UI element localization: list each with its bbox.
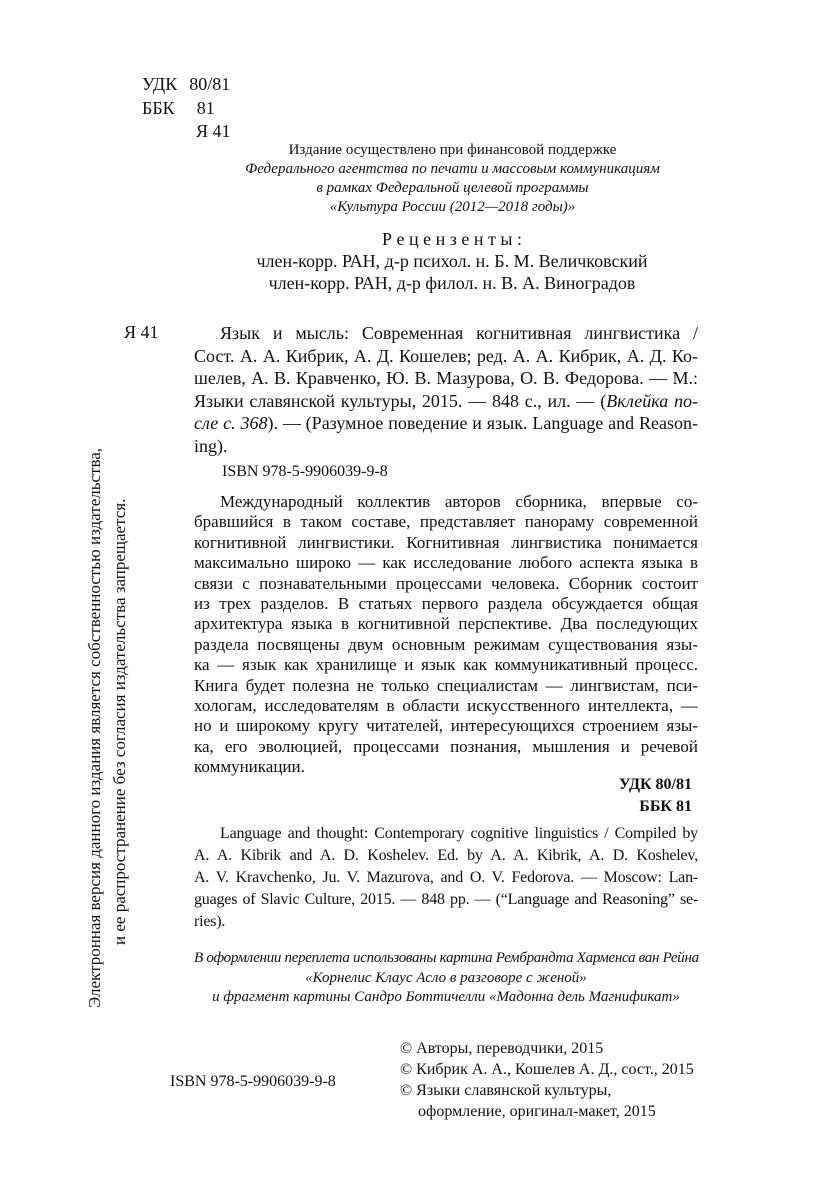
side-notice-line-2: и ее распространение без согласия издательства запрещается.	[110, 498, 129, 945]
english-line: guages of Slavic Culture, 2015. — 848 pp. — (“Language and Reasoning” se-	[194, 891, 698, 908]
funding-line-3: в рамках Федеральной целевой программы	[316, 180, 589, 196]
annotation-line: архитектура языка в когнитивной перспективе. Два последующих	[194, 614, 698, 634]
copyright-line: оформление, оригинал-макет, 2015	[418, 1103, 656, 1120]
bbk-line	[142, 98, 215, 119]
biblio-line-1: Язык и мысль: Современная когнитивная лингвистика /	[220, 323, 698, 343]
author-sign: Я 41	[196, 121, 231, 141]
funding-line-4: «Культура России (2012—2018 годы)»	[329, 199, 576, 215]
annotation-line: но и широкому кругу читателей, интересующихся строением язы-	[194, 716, 698, 736]
english-line: A. A. Kibrik and A. D. Koshelev. Ed. by A. A. Kibrik, A. D. Koshelev,	[194, 847, 698, 864]
copyright-block	[400, 1038, 694, 1122]
copyright-line: © Кибрик А. А., Кошелев А. Д., сост., 2015	[400, 1061, 694, 1078]
biblio-sign: Я 41	[124, 322, 159, 342]
annotation-line: бравшийся в таком составе, представляет панораму современной	[194, 512, 698, 532]
annotation-line: когнитивной лингвистики. Когнитивная лингвистика понимается	[194, 532, 698, 552]
reviewer-1: член-корр. РАН, д-р психол. н. Б. М. Величковский	[256, 251, 648, 271]
annotation	[194, 492, 698, 778]
annotation-line: ка — язык как хранилище и язык как коммуникативный процесс.	[194, 655, 698, 675]
reviewers	[222, 228, 682, 294]
annotation-line: Книга будет полезна не только специалистам — лингвистам, пси-	[194, 675, 698, 695]
annotation-line: коммуникации.	[194, 757, 305, 777]
biblio-description	[194, 322, 698, 457]
biblio-line-5: сле с. 368). — (Разумное поведение и язык. Language and Reason-	[194, 413, 699, 433]
annotation-line: раздела посвящены двум основным режимам существования язы-	[194, 634, 698, 654]
copyright-line: © Языки славянской культуры,	[400, 1082, 612, 1099]
funding-line-1: Издание осуществлено при финансовой поддержке	[288, 142, 617, 158]
side-notice-line-1: Электронная версия данного издания является собственностью издательства,	[85, 447, 104, 1008]
annotation-line: Международный коллектив авторов сборника, впервые со-	[220, 492, 698, 511]
cover-note-line-2: «Корнелис Клаус Асло в разговоре с женой»	[305, 969, 587, 986]
annotation-bbk: ББК 81	[639, 798, 692, 815]
biblio-line-6: ing).	[194, 435, 228, 456]
cover-note-line-3: и фрагмент картины Сандро Боттичелли «Мадонна дель Магнификат»	[212, 989, 680, 1005]
reviewers-heading: Р е ц е н з е н т ы :	[382, 229, 522, 249]
bottom-isbn: ISBN 978-5-9906039-9-8	[170, 1073, 336, 1090]
annotation-line: из трех разделов. В статьях первого раздела обсуждается общая	[194, 594, 698, 614]
udk-label: УДК	[142, 74, 178, 94]
funding-line-2: Федерального агентства по печати и массовым коммуникациям	[245, 161, 660, 177]
biblio-isbn: ISBN 978-5-9906039-9-8	[222, 463, 388, 480]
udk-line	[142, 74, 230, 95]
funding-note	[230, 141, 675, 217]
biblio-line-4: Языки славянской культуры, 2015. — 848 с., ил. — (Вклейка по-	[194, 390, 699, 411]
cover-note	[194, 949, 698, 1008]
english-line: A. V. Kravchenko, Ju. V. Mazurova, and O. V. Fedorova. — Moscow: Lan-	[194, 869, 698, 886]
annotation-line: максимально широко — как исследование любого аспекта языка в	[194, 553, 698, 573]
annotation-line: хологам, исследователям в области искусственного интеллекта, —	[194, 696, 698, 716]
annotation-line: ка, его эволюцией, процессами познания, мышления и речевой	[194, 736, 698, 756]
cover-note-line-1: В оформлении переплета использованы картина Рембрандта Харменса ван Рейна	[194, 950, 699, 966]
english-description	[194, 823, 698, 933]
english-line: ries).	[194, 913, 226, 930]
copyright-line: © Авторы, переводчики, 2015	[400, 1040, 604, 1057]
english-line: Language and thought: Contemporary cognitive linguistics / Compiled by	[220, 825, 698, 842]
bbk-label: ББК	[142, 98, 175, 118]
udk-value: 80/81	[189, 74, 231, 94]
annotation-udk: УДК 80/81	[618, 776, 692, 793]
annotation-line: связи с познавательными процессами человека. Сборник состоит	[194, 573, 698, 593]
bbk-value: 81	[196, 98, 215, 118]
biblio-line-3: шелев, А. В. Кравченко, Ю. В. Мазурова, О. В. Федорова. — М.:	[194, 368, 698, 388]
biblio-line-2: Сост. А. А. Кибрик, А. Д. Кошелев; ред. А. А. Кибрик, А. Д. Ко-	[194, 345, 698, 366]
reviewer-2: член-корр. РАН, д-р филол. н. В. А. Виноградов	[268, 273, 636, 293]
